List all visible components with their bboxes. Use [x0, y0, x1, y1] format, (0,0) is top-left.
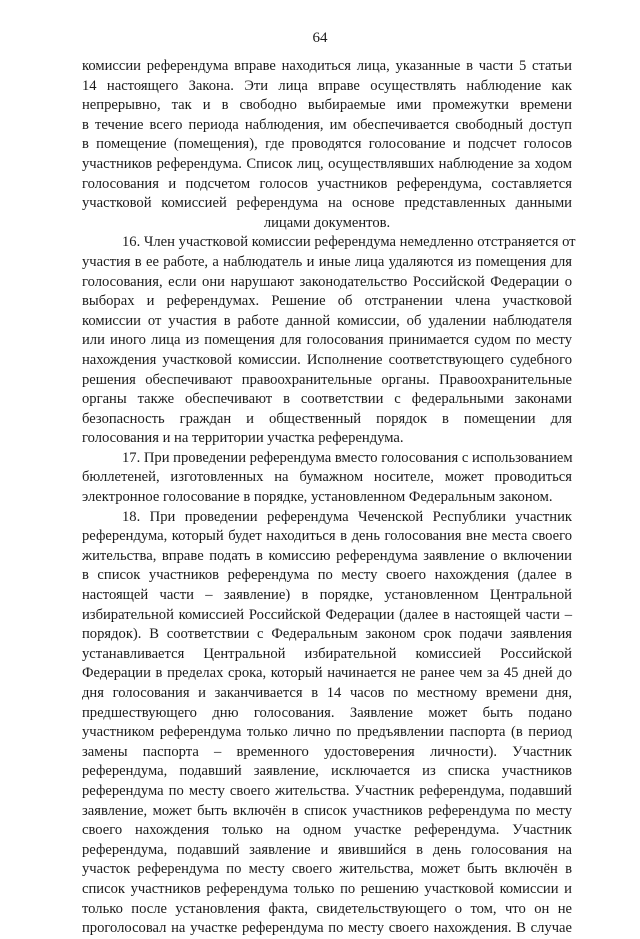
text-line: или иного лица из помещения для голосования принимается судом по месту — [82, 332, 572, 349]
text-line: 16. Член участковой комиссии референдума немедленно отстраняется от — [122, 234, 576, 251]
text-line: настоящей части – заявление) в порядке, установленном Центральной — [82, 587, 572, 604]
text-line: участок референдума по месту своего жительства, может быть включён в — [82, 861, 572, 878]
text-line: участников референдума. Список лиц, осуществлявших наблюдение за ходом — [82, 155, 572, 172]
text-line: голосования и на территории участка референдума. — [82, 430, 404, 447]
text-line: участковой комиссией референдума на основе представленных данными — [82, 195, 572, 212]
text-line: 18. При проведении референдума Чеченской Республики участник — [122, 508, 572, 525]
text-line: избирательной комиссией Российской Федерации (далее в настоящей части – — [82, 606, 572, 623]
text-line: жительства, вправе подать в комиссию референдума заявление о включении — [82, 547, 572, 564]
text-line: голосования, если они нарушают законодательство Российской Федерации о — [82, 273, 572, 290]
text-line: предшествующего дню голосования. Заявление может быть подано — [82, 704, 572, 721]
text-line: порядок). В соответствии с Федеральным законом срок подачи заявления — [82, 626, 572, 643]
text-line: референдума, подавший заявление и явившийся в день голосования на — [82, 841, 572, 858]
document-body — [82, 57, 576, 939]
text-line: референдума, подавший заявление, исключается из списка участников — [82, 763, 572, 780]
text-line: референдума по месту своего жительства. Участник референдума, подавший — [82, 782, 572, 799]
text-line: голосования и подсчетом голосов участников референдума, составляется — [82, 175, 572, 192]
text-line: участником референдума только лично по предъявлении паспорта (в период — [82, 724, 572, 741]
text-line: бюллетеней, изготовленных на бумажном носителе, может проводиться — [82, 469, 572, 486]
text-line: нахождения участковой комиссии. Исполнение соответствующего судебного — [82, 351, 572, 368]
page-number: 64 — [312, 30, 328, 46]
text-line: лицами документов. — [263, 214, 391, 231]
text-line: 17. При проведении референдума вместо голосования с использованием — [122, 449, 573, 466]
text-line: замены паспорта – временного удостоверения личности). Участник — [82, 743, 572, 760]
text-line: комиссии от участия в работе данной комиссии, об удалении наблюдателя — [82, 312, 572, 329]
text-line: дня голосования и заканчивается в 14 часов по местному времени дня, — [82, 685, 572, 701]
text-line: участия в ее работе, а наблюдатель и иные лица удаляются из помещения для — [82, 253, 572, 270]
text-line: безопасность граждан и общественный порядок в помещении для — [82, 410, 572, 427]
text-line: заявление, может быть включён в список участников референдума по месту — [82, 802, 572, 819]
text-line: Федерации в пределах срока, который начинается не ранее чем за 45 дней до — [82, 665, 572, 682]
text-line: непрерывно, так и в свободно выбираемые ими промежутки времени — [82, 97, 572, 114]
text-line: только после установления факта, свидетельствующего о том, что он не — [82, 900, 572, 917]
text-line: органы также обеспечивают в соответствии с федеральными законами — [82, 391, 572, 408]
text-line: решения обеспечивают правоохранительные органы. Правоохранительные — [82, 371, 572, 388]
text-line: устанавливается Центральной избирательной комиссией Российской — [82, 645, 572, 662]
text-line: 14 настоящего Закона. Эти лица вправе осуществлять наблюдение как — [82, 77, 572, 94]
text-line: референдума, который будет находиться в день голосования вне места своего — [82, 528, 572, 545]
text-line: в список участников референдума по месту своего нахождения (далее в — [82, 567, 572, 584]
text-line: список участников референдума только по решению участковой комиссии и — [82, 880, 572, 897]
text-line: комиссии референдума вправе находиться лица, указанные в части 5 статьи — [82, 58, 572, 74]
text-line: в течение всего периода наблюдения, им обеспечивается свободный доступ — [82, 116, 572, 133]
text-line: в помещение (помещения), где проводятся голосование и подсчет голосов — [82, 136, 572, 153]
text-line: своего нахождения только на одном участке референдума. Участник — [82, 822, 572, 839]
text-line: электронное голосование в порядке, установленном Федеральным законом. — [82, 489, 553, 506]
text-line: выборах и референдумах. Решение об отстранении члена участковой — [82, 293, 572, 310]
text-line: проголосовал на участке референдума по месту своего нахождения. В случае — [82, 920, 572, 937]
